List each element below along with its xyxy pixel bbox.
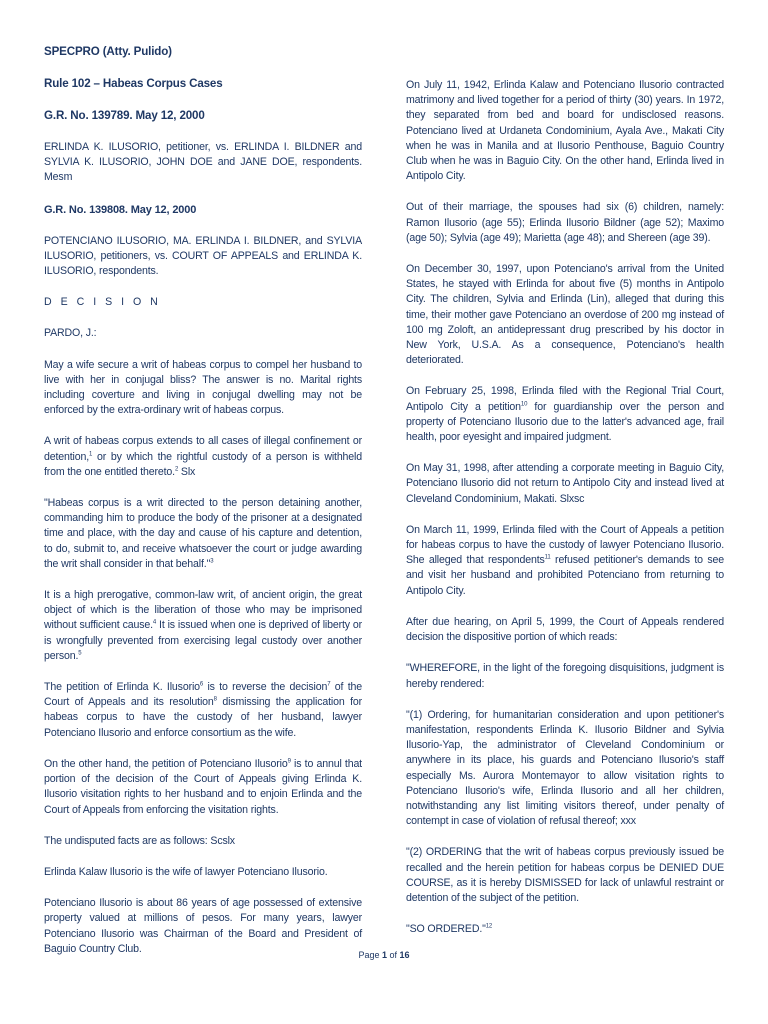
paragraph: Out of their marriage, the spouses had six (6) children, namely: Ramon Ilusorio (age 55); Erlinda Ilusorio Bildner (age 52); Maximo (age 50); Sylvia (age 49); Marietta (age 48); and Shereen (age 39). <box>406 201 724 244</box>
paragraph: Erlinda Kalaw Ilusorio is the wife of lawyer Potenciano Ilusorio. <box>44 865 328 878</box>
paragraph: "(2) ORDERING that the writ of habeas corpus previously issued be recalled and the herein petition for habeas corpus be DENIED DUE COURSE, as it is hereby DISMISSED for lack of unlawful restraint or detention of the subject of the petition. <box>406 846 724 904</box>
of-label: of <box>389 950 398 960</box>
decision-title: D E C I S I O N <box>44 296 161 309</box>
paragraph: It is a high prerogative, common-law writ, of ancient origin, the great object of which is the liberation of those who may be imprisoned without sufficient cause.$^4$ It is issued when one is deprived of liberty or is wrongfully prevented from exercising legal custody over another person.$^5$ <box>44 589 363 662</box>
paragraph: "(1) Ordering, for humanitarian consideration and upon petitioner's manifestation, respondents Erlinda K. Ilusorio Bildner and Sylvia Ilusorio-Yap, the administrator of Cleveland Condominium or anywhere in its place, his guards and Potenciano Ilusorio's staff especially Ms. Aurora Montemayor to allow visitation rights to Potenciano Ilusorio's wife, Erlinda Ilusorio and all her children, notwithstanding any list limiting visitors thereof, under penalty of contempt in case of violation of refusal thereof; xxx <box>406 708 724 828</box>
paragraph: A writ of habeas corpus extends to all cases of illegal confinement or detention,$^1$ or by which the rightful custody of a person is withheld from the one entitled thereto.$^2$ Slx <box>44 435 362 478</box>
page-footer <box>0 950 768 960</box>
parties-2: POTENCIANO ILUSORIO, MA. ERLINDA I. BILDNER, and SYLVIA ILUSORIO, petitioners, vs. COURT OF APPEALS and ERLINDA K. ILUSORIO, respondents. <box>44 234 362 278</box>
footnote-ref[interactable]: 12 <box>485 923 493 930</box>
gr-number-1: G.R. No. 139789. May 12, 2000 <box>44 109 205 122</box>
footnote-ref[interactable]: 9 <box>287 758 291 765</box>
paragraph: "SO ORDERED."$^{12}$ <box>406 923 493 936</box>
footnote-ref[interactable]: 10 <box>520 401 528 408</box>
page-label: Page <box>358 950 380 960</box>
page-number: 1 <box>381 950 387 960</box>
footnote-ref[interactable]: 1 <box>89 451 93 458</box>
paragraph: "Habeas corpus is a writ directed to the person detaining another, commanding him to produce the body of the prisoner at a designated time and place, with the day and cause of his capture and detention, to do, submit to, and receive whatsoever the court or judge awarding the writ shall consider in that behalf."$^3$ <box>44 497 362 570</box>
gr-number-2: G.R. No. 139808. May 12, 2000 <box>44 203 197 216</box>
paragraph: The petition of Erlinda K. Ilusorio$^6$ is to reverse the decision$^7$ of the Court of Appeals and its resolution$^8$ dismissing the application for habeas corpus to have the custody of her husband, lawyer Potenciano Ilusorio and enforce consortium as the wife. <box>44 681 362 739</box>
parties-1: ERLINDA K. ILUSORIO, petitioner, vs. ERLINDA I. BILDNER and SYLVIA K. ILUSORIO, JOHN DOE and JANE DOE, respondents. Mesm <box>44 141 362 184</box>
footnote-ref[interactable]: 3 <box>210 558 214 565</box>
footnote-ref[interactable]: 11 <box>544 554 551 561</box>
footnote-ref[interactable]: 8 <box>213 696 217 703</box>
paragraph: On December 30, 1997, upon Potenciano's arrival from the United States, he stayed with Erlinda for about five (5) months in Antipolo City. The children, Sylvia and Erlinda (Lin), alleged that during this time, their mother gave Potenciano an overdose of 200 mg instead of 100 mg Zoloft, an antidepressant drug prescribed by his doctor in New York, U.S.A. As a consequence, Potenciano's health deteriorated. <box>406 263 724 367</box>
footnote-ref[interactable]: 5 <box>78 650 82 657</box>
paragraph: On July 11, 1942, Erlinda Kalaw and Potenciano Ilusorio contracted matrimony and lived together for a period of thirty (30) years. In 1972, they separated from bed and board for undisclosed reasons. Potenciano lived at Urdaneta Condominium, Ayala Ave., Makati City when he was in Manila and at Ilusorio Penthouse, Baguio Country Club when he was in Baguio City. On the other hand, Erlinda lived in Antipolo City. <box>406 79 724 183</box>
paragraph: After due hearing, on April 5, 1999, the Court of Appeals rendered decision the dispositive portion of which reads: <box>406 615 724 644</box>
paragraph: On February 25, 1998, Erlinda filed with the Regional Trial Court, Antipolo City a petition$^{10}$ for guardianship over the person and property of Potenciano Ilusorio due to the latter's advanced age, frail health, poor eyesight and impaired judgment. <box>406 385 724 444</box>
paragraph: On the other hand, the petition of Potenciano Ilusorio$^9$ is to annul that portion of the decision of the Court of Appeals giving Erlinda K. Ilusorio visitation rights to her husband and to enjoin Erlinda and the Court of Appeals from enforcing the visitation rights. <box>44 757 362 816</box>
left-column <box>44 44 362 973</box>
footnote-ref[interactable]: 7 <box>327 681 331 688</box>
rule-title: Rule 102 – Habeas Corpus Cases <box>44 77 223 90</box>
page-total: 16 <box>399 950 410 960</box>
footnote-ref[interactable]: 4 <box>152 619 157 626</box>
paragraph: On May 31, 1998, after attending a corporate meeting in Baguio City, Potenciano Ilusorio did not return to Antipolo City and instead lived at Cleveland Condominium, Makati. Slxsc <box>406 462 724 505</box>
ponente: PARDO, J.: <box>44 327 97 340</box>
footnote-ref[interactable]: 6 <box>199 681 204 688</box>
paragraph: "WHEREFORE, in the light of the foregoing disquisitions, judgment is hereby rendered: <box>406 662 724 690</box>
paragraph: On March 11, 1999, Erlinda filed with the Court of Appeals a petition for habeas corpus to have the custody of lawyer Potenciano Ilusorio. She alleged that respondents$^{11}$ refused petitioner's demands to see and visit her husband and prohibited Potenciano from returning to Antipolo City. <box>406 523 725 597</box>
paragraph: Potenciano Ilusorio is about 86 years of age possessed of extensive property valued at millions of pesos. For many years, lawyer Potenciano Ilusorio was Chairman of the Board and President of Baguio Country Club. <box>44 897 362 955</box>
footnote-ref[interactable]: 2 <box>174 466 179 473</box>
paragraph: The undisputed facts are as follows: Scslx <box>44 834 235 847</box>
course-title: SPECPRO (Atty. Pulido) <box>44 45 172 58</box>
right-column <box>406 78 724 953</box>
paragraph: May a wife secure a writ of habeas corpus to compel her husband to live with her in conjugal bliss? The answer is no. Marital rights including coverture and living in conjugal dwelling may not be enforced by the extra-ordinary writ of habeas corpus. <box>44 358 362 417</box>
